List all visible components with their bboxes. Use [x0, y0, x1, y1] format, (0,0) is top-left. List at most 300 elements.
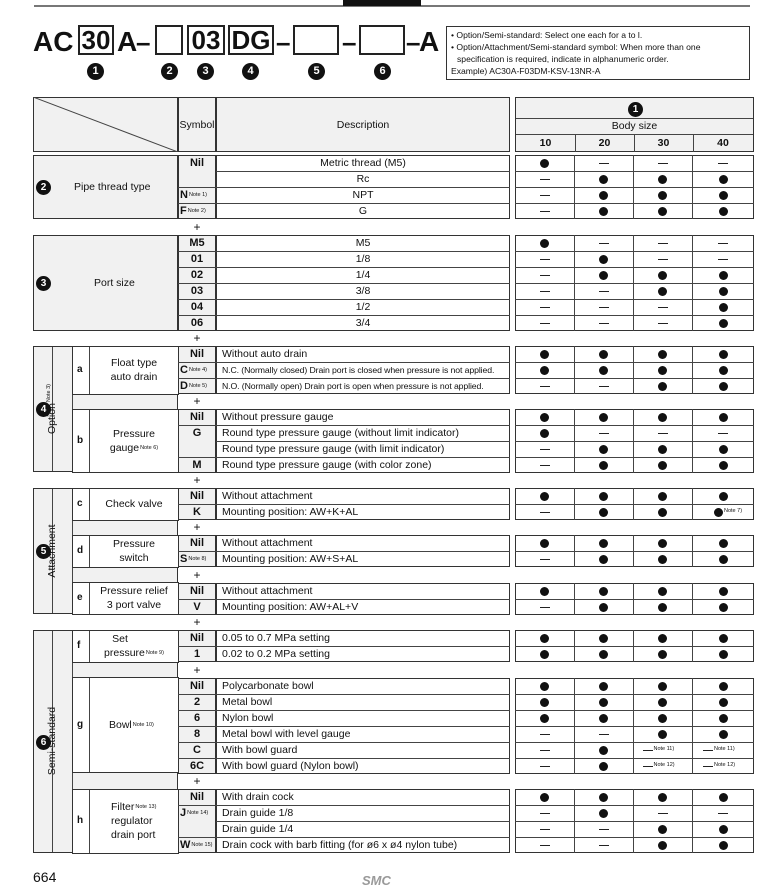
group-5-label: Attachment: [46, 524, 58, 578]
unavailable-dash: [599, 291, 609, 292]
unavailable-dash: [703, 750, 713, 751]
option-symbol: $W^{Note 15)}$: [180, 839, 213, 851]
code-semistandard-box: [359, 25, 405, 55]
page-number: 664: [33, 869, 57, 885]
available-dot: [599, 461, 608, 470]
sub-d-label-1: Pressure: [112, 538, 155, 550]
group-6-label: Semi-standard: [46, 706, 58, 776]
option-symbol: $D^{Note 5)}$: [180, 380, 207, 392]
option-symbol: K: [193, 506, 201, 518]
option-description: N.O. (Normally open) Drain port is open when pressure is not applied.: [222, 381, 484, 391]
option-symbol: 04: [190, 301, 204, 313]
unavailable-dash: [540, 195, 550, 196]
sub-a-label-2: auto drain: [110, 371, 158, 383]
unavailable-dash: [599, 734, 609, 735]
unavailable-dash: [599, 386, 609, 387]
option-description: Mounting position: AW+S+AL: [222, 553, 359, 565]
group-2-label: Pipe thread type: [74, 181, 151, 193]
group-2-marker: 2: [36, 180, 51, 195]
available-dot: [719, 587, 728, 596]
unavailable-dash: [658, 163, 668, 164]
sub-b-cell: [72, 409, 179, 473]
option-symbol: M5: [189, 237, 205, 249]
available-dot: [658, 714, 667, 723]
available-dot: [599, 255, 608, 264]
available-dot: [719, 319, 728, 328]
sub-f-label-2: pressure$^{Note 9)}$: [104, 647, 164, 659]
marker-5: 5: [308, 63, 325, 80]
option-symbol: 6: [193, 712, 201, 724]
available-dot: [599, 682, 608, 691]
available-dot: [719, 191, 728, 200]
sub-h-letter: h: [77, 815, 84, 826]
available-dot: [719, 698, 728, 707]
group-option: [33, 346, 178, 472]
row-divider: [515, 299, 754, 300]
option-description: M5: [355, 237, 371, 249]
option-description: Metal bowl with level gauge: [222, 728, 351, 740]
sub-c-label: Check valve: [105, 498, 163, 510]
option-description: Round type pressure gauge (with limit indicator): [222, 443, 445, 455]
option-description: Nylon bowl: [222, 712, 274, 724]
option-symbol: M: [192, 459, 202, 471]
sub-d-cell: [72, 535, 179, 568]
unavailable-dash: [703, 766, 713, 767]
option-description: Mounting position: AW+K+AL: [222, 506, 359, 518]
available-dot: [599, 634, 608, 643]
available-dot: [658, 682, 667, 691]
option-description: Without attachment: [222, 490, 313, 502]
available-dot: [599, 191, 608, 200]
unavailable-dash: [540, 211, 550, 212]
unavailable-dash: [718, 433, 728, 434]
available-dot: [658, 175, 667, 184]
header-symbol-cell: [178, 97, 216, 152]
available-dot: [658, 555, 667, 564]
available-dot: [719, 603, 728, 612]
header-symbol: Symbol: [179, 119, 215, 131]
unavailable-dash: [540, 845, 550, 846]
marker-2: 2: [161, 63, 178, 80]
option-description: Without attachment: [222, 585, 313, 597]
available-dot: [599, 650, 608, 659]
available-dot: [658, 492, 667, 501]
unavailable-dash: [599, 829, 609, 830]
sub-a-label-1: Float type: [110, 357, 158, 369]
option-description: 3/8: [355, 285, 371, 297]
unavailable-dash: [658, 243, 668, 244]
available-dot: [719, 825, 728, 834]
available-dot: [599, 413, 608, 422]
option-description: Round type pressure gauge (without limit indicator): [222, 427, 459, 439]
plus-sign: +: [193, 520, 201, 534]
option-symbol: G: [192, 427, 202, 439]
plus-sign: +: [193, 473, 201, 487]
available-dot: [540, 714, 549, 723]
option-symbol: 6C: [189, 760, 205, 772]
row-divider: [515, 315, 754, 316]
available-dot: [719, 382, 728, 391]
sub-h-label-1: Filter$^{Note 13)}$: [111, 801, 157, 813]
group-3-label: Port size: [94, 277, 135, 289]
available-dot: [719, 793, 728, 802]
row-divider: [515, 362, 754, 363]
option-description: Drain cock with barb fitting (for ø6 x ø4 nylon tube): [222, 839, 458, 851]
group-attachment: [33, 488, 178, 614]
sub-e-letter: e: [77, 592, 83, 603]
available-dot: [599, 603, 608, 612]
available-dot: [658, 698, 667, 707]
unavailable-dash: [658, 433, 668, 434]
unavailable-dash: [658, 813, 668, 814]
option-symbol: Nil: [189, 680, 205, 692]
available-dot: [719, 350, 728, 359]
option-symbol: 06: [190, 317, 204, 329]
row-divider: [515, 646, 754, 647]
unavailable-dash: [599, 307, 609, 308]
option-description: Polycarbonate bowl: [222, 680, 314, 692]
option-description: 3/4: [355, 317, 371, 329]
available-dot: [658, 382, 667, 391]
row-divider: [515, 378, 754, 379]
group-pipe-thread: [33, 155, 178, 219]
unavailable-dash: [599, 323, 609, 324]
available-dot: [599, 175, 608, 184]
ordering-note: [446, 26, 750, 80]
availability-note: Note 12): [714, 762, 736, 768]
availability-note: Note 11): [714, 746, 735, 752]
available-dot: [540, 350, 549, 359]
sub-d-label-2: switch: [119, 552, 149, 564]
sub-d-letter: d: [77, 545, 84, 556]
available-dot: [540, 793, 549, 802]
unavailable-dash: [599, 243, 609, 244]
option-description: Drain guide 1/4: [222, 823, 294, 835]
sub-b-letter: b: [77, 435, 84, 446]
option-description: Rc: [356, 173, 370, 185]
available-dot: [719, 271, 728, 280]
option-description: 1/8: [355, 253, 371, 265]
option-description: 1/2: [355, 301, 371, 313]
availability-note: Note 12): [653, 762, 675, 768]
available-dot: [599, 271, 608, 280]
size-20: 20: [598, 137, 611, 149]
note-line-4: Example) AC30A-F03DM-KSV-13NR-A: [451, 66, 601, 76]
option-description: 0.05 to 0.7 MPa setting: [222, 632, 330, 644]
code-size-box: 30: [78, 25, 114, 55]
option-description: With bowl guard (Nylon bowl): [222, 760, 359, 772]
available-dot: [719, 634, 728, 643]
unavailable-dash: [540, 829, 550, 830]
available-dot: [599, 366, 608, 375]
smc-logo: SMC: [362, 873, 391, 888]
sub-a-cell: [72, 346, 179, 395]
header-body-size-cell: [515, 97, 754, 152]
available-dot: [719, 413, 728, 422]
code-option-box: DG: [228, 25, 274, 55]
available-dot: [714, 508, 723, 517]
header-description-cell: [216, 97, 510, 152]
unavailable-dash: [718, 813, 728, 814]
row-divider: [515, 599, 754, 600]
option-symbol: $F^{Note 2)}$: [180, 205, 206, 217]
unavailable-dash: [540, 259, 550, 260]
available-dot: [658, 445, 667, 454]
unavailable-dash: [643, 766, 653, 767]
available-dot: [658, 287, 667, 296]
plus-sign: +: [193, 663, 201, 677]
available-dot: [540, 682, 549, 691]
option-description: Mounting position: AW+AL+V: [222, 601, 359, 613]
unavailable-dash: [540, 465, 550, 466]
available-dot: [719, 714, 728, 723]
available-dot: [658, 191, 667, 200]
group-port-size: [33, 235, 178, 331]
unavailable-dash: [599, 845, 609, 846]
option-description: G: [358, 205, 368, 217]
available-dot: [658, 413, 667, 422]
group-semi-standard: [33, 630, 178, 853]
available-dot: [599, 445, 608, 454]
marker-4: 4: [242, 63, 259, 80]
available-dot: [540, 587, 549, 596]
available-dot: [658, 793, 667, 802]
unavailable-dash: [540, 607, 550, 608]
sub-c-letter: c: [77, 498, 83, 509]
available-dot: [599, 587, 608, 596]
code-dash-1: –: [136, 27, 151, 57]
available-dot: [540, 413, 549, 422]
available-dot: [540, 429, 549, 438]
unavailable-dash: [718, 259, 728, 260]
option-description: 0.02 to 0.2 MPa setting: [222, 648, 330, 660]
size-30: 30: [657, 137, 670, 149]
option-description: Round type pressure gauge (with color zone): [222, 459, 432, 471]
unavailable-dash: [718, 163, 728, 164]
header-body-size: Body size: [611, 120, 658, 132]
sub-b-label-1: Pressure: [112, 428, 155, 440]
available-dot: [599, 207, 608, 216]
group-3-marker: 3: [36, 276, 51, 291]
code-dash-3: –: [342, 27, 357, 57]
unavailable-dash: [643, 750, 653, 751]
available-dot: [599, 350, 608, 359]
row-divider: [515, 267, 754, 268]
option-symbol: $S^{Note 8)}$: [180, 553, 207, 565]
code-thread-box: [155, 25, 183, 55]
available-dot: [599, 539, 608, 548]
row-divider: [515, 694, 754, 695]
available-dot: [540, 159, 549, 168]
row-divider: [515, 710, 754, 711]
option-symbol: 01: [190, 253, 204, 265]
available-dot: [719, 366, 728, 375]
option-symbol: Nil: [189, 791, 205, 803]
sub-f-label-1: Set: [112, 633, 128, 645]
available-dot: [540, 366, 549, 375]
available-dot: [599, 714, 608, 723]
available-dot: [658, 271, 667, 280]
available-dot: [599, 508, 608, 517]
available-dot: [719, 461, 728, 470]
unavailable-dash: [599, 433, 609, 434]
unavailable-dash: [540, 179, 550, 180]
sub-h-label-3: drain port: [111, 829, 156, 841]
available-dot: [599, 492, 608, 501]
row-divider: [515, 821, 754, 822]
sub-g-letter: g: [77, 719, 84, 730]
available-dot: [540, 539, 549, 548]
available-dot: [599, 793, 608, 802]
option-description: Drain guide 1/8: [222, 807, 294, 819]
note-line-1: • Option/Semi-standard: Select one each for a to l.: [451, 30, 643, 40]
available-dot: [658, 350, 667, 359]
row-divider: [515, 203, 754, 204]
available-dot: [658, 539, 667, 548]
row-divider: [515, 726, 754, 727]
sub-e-label-1: Pressure relief: [100, 585, 168, 597]
group-4-marker: 4: [36, 402, 51, 417]
available-dot: [658, 634, 667, 643]
row-divider: [515, 457, 754, 458]
available-dot: [719, 287, 728, 296]
unavailable-dash: [540, 275, 550, 276]
plus-sign: +: [193, 774, 201, 788]
plus-sign: +: [193, 568, 201, 582]
sub-h-label-2: regulator: [111, 815, 153, 827]
code-prefix: AC: [33, 26, 74, 57]
unavailable-dash: [540, 750, 550, 751]
option-symbol: Nil: [189, 537, 205, 549]
group-4-label: Option$^{Note 3)}$: [46, 384, 58, 434]
note-line-3: specification is required, indicate in alphanumeric order.: [457, 54, 669, 64]
code-port-box: 03: [187, 25, 225, 55]
available-dot: [658, 587, 667, 596]
available-dot: [658, 461, 667, 470]
option-symbol: $J^{Note 14)}$: [180, 807, 209, 819]
sub-g-label: Bowl$^{Note 10)}$: [109, 719, 154, 731]
available-dot: [540, 239, 549, 248]
size-10: 10: [539, 137, 552, 149]
available-dot: [658, 841, 667, 850]
option-description: Metal bowl: [222, 696, 273, 708]
sub-e-cell: [72, 582, 179, 615]
sub-e-label-2: 3 port valve: [106, 599, 162, 611]
sub-h-cell: [72, 789, 179, 854]
marker-6: 6: [374, 63, 391, 80]
row-divider: [515, 504, 754, 505]
available-dot: [658, 366, 667, 375]
option-description: NPT: [352, 189, 374, 201]
unavailable-dash: [540, 307, 550, 308]
unavailable-dash: [540, 766, 550, 767]
row-divider: [515, 551, 754, 552]
header-body-marker: 1: [628, 102, 643, 117]
available-dot: [658, 207, 667, 216]
available-dot: [658, 508, 667, 517]
available-dot: [719, 303, 728, 312]
unavailable-dash: [718, 243, 728, 244]
header-description: Description: [336, 119, 390, 131]
available-dot: [658, 825, 667, 834]
plus-sign: +: [193, 394, 201, 408]
unavailable-dash: [540, 813, 550, 814]
row-divider: [515, 283, 754, 284]
group-5-marker: 5: [36, 544, 51, 559]
marker-1: 1: [87, 63, 104, 80]
option-symbol: 03: [190, 285, 204, 297]
row-divider: [515, 441, 754, 442]
available-dot: [599, 746, 608, 755]
availability-note: Note 7): [724, 508, 743, 514]
available-dot: [719, 175, 728, 184]
plus-sign: +: [193, 331, 201, 345]
code-a: A: [117, 26, 138, 57]
option-symbol: Nil: [189, 585, 205, 597]
available-dot: [719, 650, 728, 659]
unavailable-dash: [540, 734, 550, 735]
available-dot: [719, 730, 728, 739]
available-dot: [540, 650, 549, 659]
unavailable-dash: [540, 323, 550, 324]
available-dot: [719, 492, 728, 501]
option-description: Without pressure gauge: [222, 411, 334, 423]
option-symbol: 8: [193, 728, 201, 740]
row-divider: [515, 837, 754, 838]
note-line-2: • Option/Attachment/Semi-standard symbol: When more than one: [451, 42, 701, 52]
option-description: Without attachment: [222, 537, 313, 549]
option-symbol: Nil: [189, 348, 205, 360]
column-divider: [692, 346, 693, 394]
unavailable-dash: [540, 291, 550, 292]
available-dot: [719, 539, 728, 548]
option-symbol: C: [193, 744, 201, 756]
row-divider: [515, 251, 754, 252]
available-dot: [540, 492, 549, 501]
sub-f-letter: f: [77, 640, 81, 651]
available-dot: [719, 445, 728, 454]
option-symbol: Nil: [189, 157, 205, 169]
sub-g-cell: [72, 677, 179, 773]
option-symbol: V: [193, 601, 201, 613]
availability-note: Note 11): [653, 746, 675, 752]
row-divider: [515, 187, 754, 188]
available-dot: [599, 809, 608, 818]
available-dot: [540, 634, 549, 643]
option-description: Without auto drain: [222, 348, 308, 360]
sub-b-label-2: gauge$^{Note 6)}$: [109, 442, 159, 454]
header-corner: [33, 97, 178, 152]
option-symbol: Nil: [189, 490, 205, 502]
available-dot: [540, 698, 549, 707]
plus-sign: +: [193, 220, 201, 234]
unavailable-dash: [658, 307, 668, 308]
option-symbol: $C^{Note 4)}$: [180, 364, 207, 376]
option-symbol: 02: [190, 269, 204, 281]
sub-f-cell: [72, 630, 179, 663]
code-suffix: A: [419, 26, 440, 57]
unavailable-dash: [658, 259, 668, 260]
available-dot: [719, 207, 728, 216]
available-dot: [599, 555, 608, 564]
unavailable-dash: [540, 386, 550, 387]
available-dot: [658, 650, 667, 659]
option-description: N.C. (Normally closed) Drain port is closed when pressure is not applied.: [222, 365, 495, 375]
available-dot: [719, 555, 728, 564]
column-divider: [574, 346, 575, 394]
code-attachment-box: [293, 25, 339, 55]
option-symbol: Nil: [189, 411, 205, 423]
